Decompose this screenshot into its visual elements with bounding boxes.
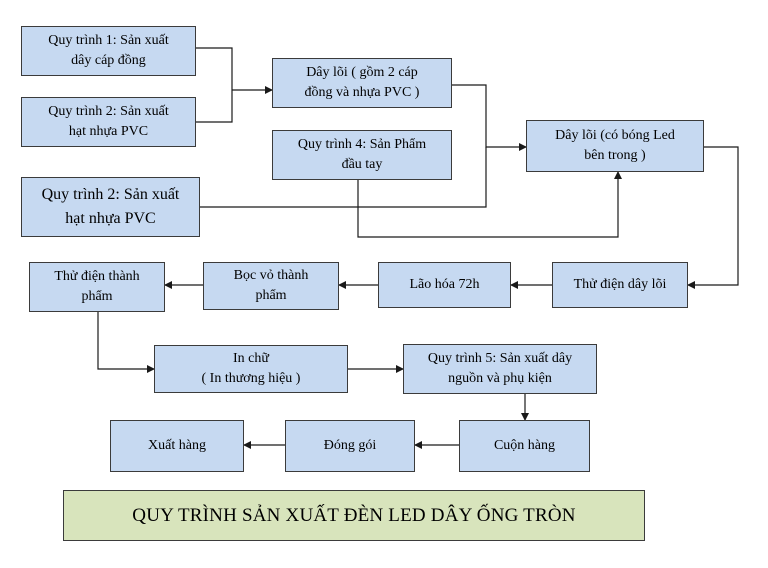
- step-qt2-nhua-pvc-large: [21, 177, 200, 237]
- diagram-title-text: QUY TRÌNH SẢN XUẤT ĐÈN LED DÂY ỐNG TRÒN: [132, 504, 576, 526]
- step-label: Đóng gói: [323, 438, 377, 453]
- step-label: Quy trình 4: Sản Phẩm đầu tay: [297, 137, 427, 172]
- connector-qt2a-merge: [196, 90, 232, 122]
- step-thu-dien-day-loi: [552, 262, 688, 308]
- step-qt4-san-pham: [272, 130, 452, 180]
- step-label: Xuất hàng: [148, 438, 206, 453]
- step-label: Bọc vỏ thành phẩm: [233, 268, 309, 303]
- step-label: Quy trình 2: Sản xuất hạt nhựa PVC: [41, 186, 180, 227]
- connector-qt1-merge: [196, 48, 232, 90]
- step-label: Dây lõi ( gồm 2 cáp đồng và nhựa PVC ): [304, 65, 420, 100]
- step-label: In chữ ( In thương hiệu ): [201, 351, 301, 386]
- step-lao-hoa: [378, 262, 511, 308]
- step-label: Lão hóa 72h: [409, 277, 480, 292]
- step-qt1-cap-dong: [21, 26, 196, 76]
- step-thu-dien-thanh-pham: [29, 262, 165, 312]
- step-label: Dây lõi (có bóng Led bên trong ): [555, 128, 675, 163]
- step-qt5-day-nguon: [403, 344, 597, 394]
- step-label: Quy trình 2: Sản xuất hạt nhựa PVC: [48, 104, 169, 139]
- step-label: Thử điện thành phẩm: [54, 269, 140, 304]
- step-xuat-hang: [110, 420, 244, 472]
- step-label: Quy trình 5: Sản xuất dây nguồn và phụ kiện: [427, 351, 573, 386]
- arrow-thu-dien-tp-to-in-chu: [98, 312, 154, 369]
- step-label: Cuộn hàng: [493, 438, 556, 453]
- step-day-loi: [272, 58, 452, 108]
- step-day-loi-led: [526, 120, 704, 172]
- arrow-day-loi-to-led: [452, 85, 526, 147]
- step-label: Quy trình 1: Sản xuất dây cáp đồng: [48, 33, 169, 68]
- arrow-qt4-to-led: [358, 172, 618, 237]
- step-qt2-nhua-pvc-small: [21, 97, 196, 147]
- diagram-title: [63, 490, 645, 541]
- step-label: Thử điện dây lõi: [573, 277, 667, 292]
- step-boc-vo: [203, 262, 339, 310]
- step-in-chu: [154, 345, 348, 393]
- step-cuon-hang: [459, 420, 590, 472]
- step-dong-goi: [285, 420, 415, 472]
